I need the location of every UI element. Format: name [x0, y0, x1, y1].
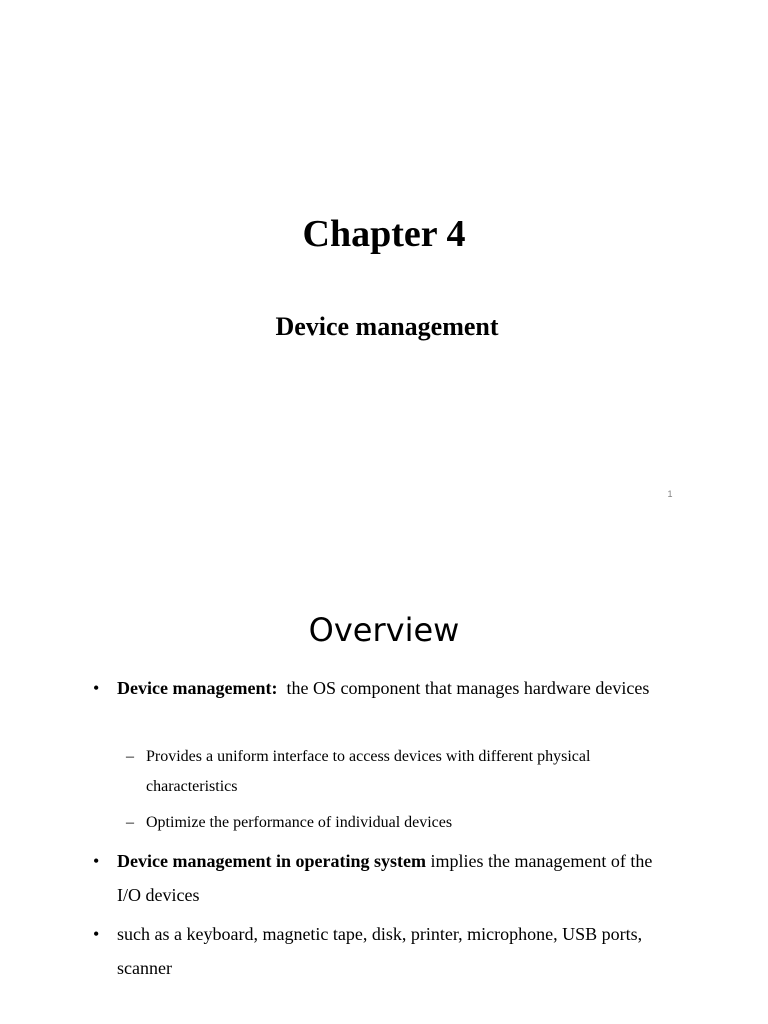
bullet-marker: •: [93, 851, 100, 871]
bullet-item: [93, 917, 677, 985]
bullet-item: [93, 671, 677, 705]
overview-slide: [0, 560, 768, 1024]
bullet-text: the OS component that manages hardware devices: [277, 678, 650, 698]
bullet-bold-text: Device management in operating system: [117, 851, 426, 871]
bullet-marker: •: [93, 678, 100, 698]
chapter-title: Chapter 4: [302, 213, 466, 255]
bullet-bold-text: Device management:: [117, 678, 278, 698]
bullet-text: implies the management of the I/O devices: [117, 851, 657, 905]
sub-bullet-marker: –: [126, 814, 134, 831]
sub-bullet-text: Provides a uniform interface to access devices with different physical characteristics: [146, 748, 591, 795]
slide-number: 1: [667, 489, 673, 499]
bullet-list: [0, 560, 768, 1024]
sub-bullet-marker: –: [126, 748, 134, 765]
sub-bullet-item: [126, 742, 676, 802]
bullet-marker: •: [93, 924, 100, 944]
sub-bullet-text: Optimize the performance of individual devices: [146, 814, 453, 831]
sub-bullet-item: [126, 808, 676, 838]
bullet-text: such as a keyboard, magnetic tape, disk, printer, microphone, USB ports, scanner: [117, 924, 643, 978]
overview-title: Overview: [308, 611, 460, 649]
chapter-subtitle: Device management: [275, 312, 499, 341]
bullet-item: [93, 844, 677, 912]
